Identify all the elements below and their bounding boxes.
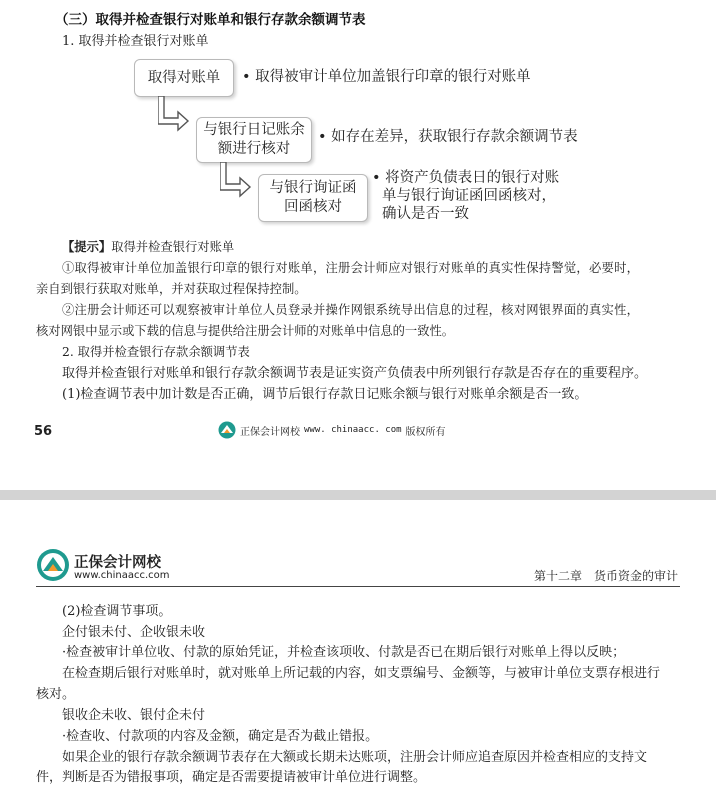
bullet-2: ·检查收、付款项的内容及金额，确定是否为截止错报。 bbox=[62, 729, 379, 744]
footer-rights: 版权所有 bbox=[405, 426, 446, 438]
tip-heading bbox=[62, 237, 234, 257]
flow-box-compare-confirmation bbox=[258, 174, 368, 222]
flow-box-get-statement-label: 取得对账单 bbox=[147, 69, 221, 86]
paragraph-1: 取得并检查银行对账单和银行存款余额调节表是证实资产负债表中所列银行存款是否存在的重要程序。 bbox=[62, 366, 648, 381]
flow-box-compare-journal-line1: 与银行日记账余 bbox=[203, 122, 305, 139]
flow-note-2: • 如存在差异，获取银行存款余额调节表 bbox=[318, 129, 578, 145]
bullet-1: ·检查被审计单位收、付款的原始凭证，并检查该项收、付款是否已在期后银行对账单上得以反映； bbox=[62, 645, 626, 660]
footer-brand: 正保会计网校 bbox=[240, 426, 300, 438]
tip-label: 【提示】 bbox=[62, 240, 112, 254]
tip-text: 取得并检查银行对账单 bbox=[111, 240, 235, 254]
flow-note-3-line2: 单与银行询证函回函核对， bbox=[382, 188, 556, 205]
flow-box-get-statement bbox=[134, 59, 234, 97]
flow-note-1: • 取得被审计单位加盖银行印章的银行对账单 bbox=[242, 69, 531, 85]
para-3-line2: 核对。 bbox=[36, 687, 76, 702]
subsection-title-1: 1. 取得并检查银行对账单 bbox=[62, 34, 209, 49]
flow-box-compare-journal-line2: 额进行核对 bbox=[217, 141, 291, 157]
paragraph-2: (1)检查调节表中加计数是否正确，调节后银行存款日记账余额与银行对账单余额是否一致。 bbox=[62, 387, 588, 402]
page-number: 56 bbox=[34, 424, 53, 439]
header-rule bbox=[36, 586, 680, 587]
heading-unrecorded-by-company: 银收企未收、银付企未付 bbox=[62, 708, 206, 723]
brand-logo-icon bbox=[218, 421, 236, 439]
header-brand-name: 正保会计网校 bbox=[74, 555, 161, 571]
para-4-line1: 如果企业的银行存款余额调节表存在大额或长期未达账项，注册会计师应追查原因并检查相应的支持文 bbox=[62, 750, 648, 765]
tip2-line1: ②注册会计师还可以观察被审计单位人员登录并操作网银系统导出信息的过程，核对网银界面的真实性， bbox=[62, 303, 640, 317]
flow-box-compare-confirmation-line1: 与银行询证函 bbox=[269, 180, 357, 197]
flow-box-compare-journal bbox=[196, 117, 312, 163]
page-footer bbox=[218, 421, 446, 439]
flow-arrow-1 bbox=[158, 96, 192, 132]
heading-unrecorded-by-bank: 企付银未付、企收银未收 bbox=[62, 625, 206, 640]
tip1-line2: 亲自到银行获取对账单，并对获取过程保持控制。 bbox=[36, 282, 307, 296]
tip2-line2: 核对网银中显示或下载的信息与提供给注册会计师的对账单中信息的一致性。 bbox=[36, 324, 455, 338]
para-3-line1: 在检查期后银行对账单时，就对账单上所记载的内容，如支票编号、金额等，与被审计单位支票存根进行 bbox=[62, 666, 661, 681]
flow-note-3-line3: 确认是否一致 bbox=[382, 206, 469, 223]
section-title: （三）取得并检查银行对账单和银行存款余额调节表 bbox=[55, 12, 366, 28]
para-4-line2: 件，判断是否为错报事项，确定是否需要提请被审计单位进行调整。 bbox=[36, 770, 427, 785]
flow-note-3-line1: • 将资产负债表日的银行对账 bbox=[372, 170, 560, 186]
header-brand-url: www.chinaacc.com bbox=[74, 570, 170, 581]
brand-logo-icon bbox=[36, 548, 70, 582]
flow-arrow-2 bbox=[220, 162, 254, 198]
page-separator bbox=[0, 490, 716, 500]
subsection-title-2: 2. 取得并检查银行存款余额调节表 bbox=[62, 345, 250, 359]
footer-site: www. chinaacc. com bbox=[304, 425, 402, 435]
tip1-line1: ①取得被审计单位加盖银行印章的银行对账单，注册会计师应对银行对账单的真实性保持警觉，必要时， bbox=[62, 261, 640, 275]
flow-note-3 bbox=[372, 169, 559, 223]
chapter-title: 第十二章 货币资金的审计 bbox=[533, 569, 678, 583]
item-2: (2)检查调节事项。 bbox=[62, 604, 172, 619]
flow-box-compare-confirmation-line2: 回函核对 bbox=[284, 199, 342, 215]
